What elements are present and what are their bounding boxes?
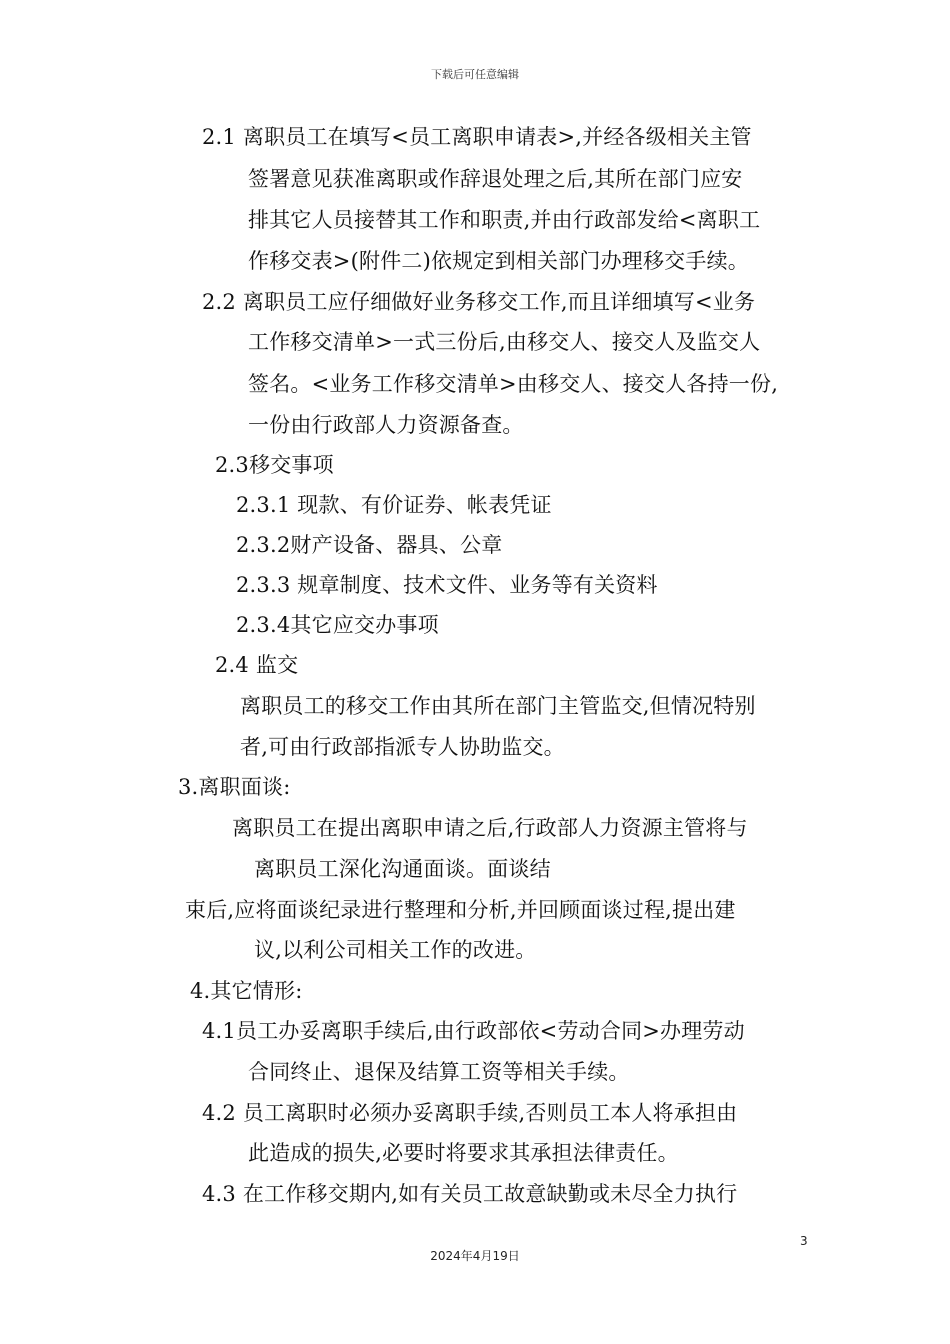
text-line: 签名。<业务工作移交清单>由移交人、接交人各持一份, bbox=[248, 372, 779, 396]
section-heading: 4.其它情形: bbox=[190, 979, 303, 1003]
list-item: 2.3.3 规章制度、技术文件、业务等有关资料 bbox=[236, 573, 658, 597]
text-line: 此造成的损失,必要时将要求其承担法律责任。 bbox=[248, 1141, 679, 1165]
page-footer-date: 2024年4月19日 bbox=[430, 1249, 520, 1263]
section-heading: 3.离职面谈: bbox=[178, 775, 291, 799]
text-line: 离职员工的移交工作由其所在部门主管监交,但情况特别 bbox=[240, 694, 756, 718]
list-item: 2.3.1 现款、有价证券、帐表凭证 bbox=[236, 493, 552, 517]
text-line: 2.1 离职员工在填写<员工离职申请表>,并经各级相关主管 bbox=[202, 125, 752, 149]
text-line: 工作移交清单>一式三份后,由移交人、接交人及监交人 bbox=[248, 330, 761, 354]
page-number: 3 bbox=[800, 1234, 808, 1248]
page-header: 下载后可任意编辑 bbox=[431, 68, 519, 81]
text-line: 者,可由行政部指派专人协助监交。 bbox=[240, 735, 565, 759]
text-line: 合同终止、退保及结算工资等相关手续。 bbox=[248, 1060, 630, 1084]
text-line: 签署意见获准离职或作辞退处理之后,其所在部门应安 bbox=[248, 167, 743, 191]
text-line: 4.2 员工离职时必须办妥离职手续,否则员工本人将承担由 bbox=[202, 1101, 738, 1125]
text-line: 4.1员工办妥离职手续后,由行政部依<劳动合同>办理劳动 bbox=[202, 1019, 745, 1043]
list-item: 2.3.4其它应交办事项 bbox=[236, 613, 439, 637]
text-line: 作移交表>(附件二)依规定到相关部门办理移交手续。 bbox=[248, 249, 749, 273]
text-line: 束后,应将面谈纪录进行整理和分析,并回顾面谈过程,提出建 bbox=[185, 898, 736, 922]
list-item: 2.3.2财产设备、器具、公章 bbox=[236, 533, 503, 557]
text-line: 一份由行政部人力资源备查。 bbox=[248, 413, 524, 437]
text-line: 4.3 在工作移交期内,如有关员工故意缺勤或未尽全力执行 bbox=[202, 1182, 738, 1206]
section-heading: 2.4 监交 bbox=[215, 653, 299, 677]
text-line: 2.2 离职员工应仔细做好业务移交工作,而且详细填写<业务 bbox=[202, 290, 756, 314]
text-line: 离职员工深化沟通面谈。面谈结 bbox=[254, 857, 551, 881]
text-line: 议,以利公司相关工作的改进。 bbox=[254, 938, 537, 962]
section-heading: 2.3移交事项 bbox=[215, 453, 334, 477]
text-line: 离职员工在提出离职申请之后,行政部人力资源主管将与 bbox=[232, 816, 748, 840]
text-line: 排其它人员接替其工作和职责,并由行政部发给<离职工 bbox=[248, 208, 761, 232]
